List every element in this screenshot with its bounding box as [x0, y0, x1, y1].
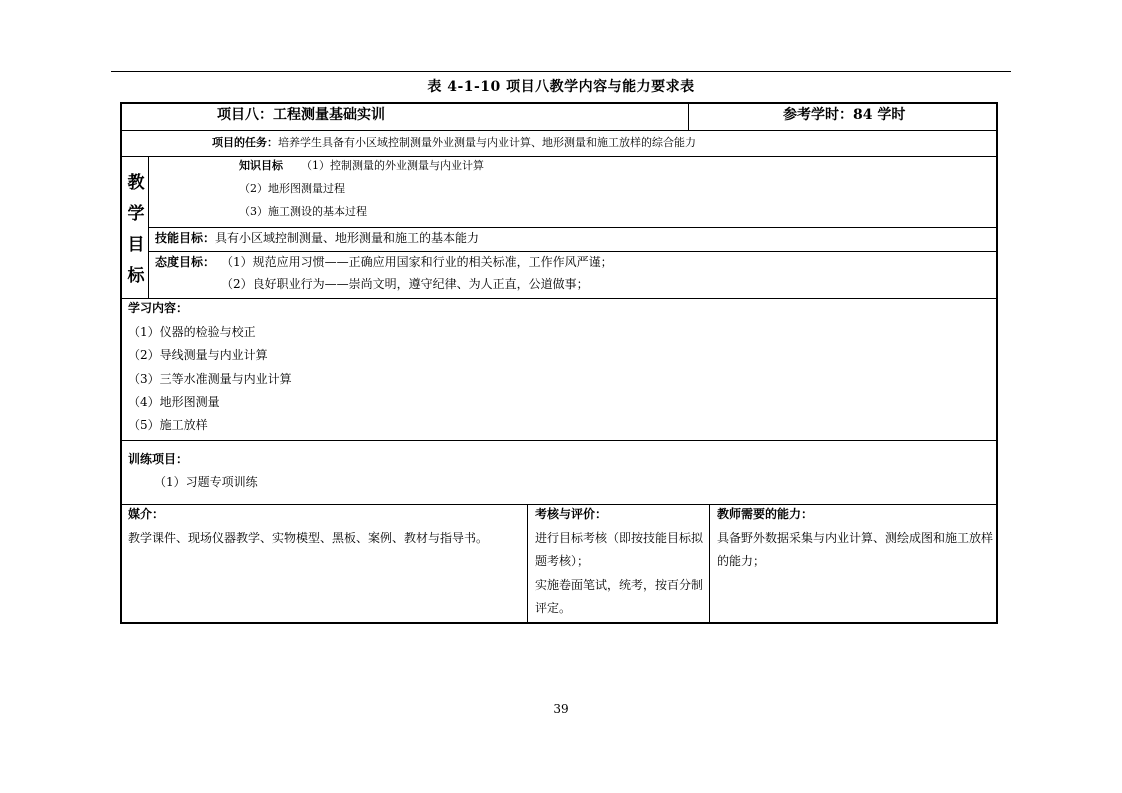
attitude-goal-item: （2）良好职业行为——崇尚文明，遵守纪律、为人正直，公道做事； [221, 277, 589, 291]
column-line [709, 504, 710, 622]
training-label: 训练项目： [128, 452, 189, 466]
assessment-line: 评定。 [535, 601, 572, 615]
attitude-goal-item: （1）规范应用习惯——正确应用国家和行业的相关标准，工作作风严谨； [221, 255, 613, 269]
column-line [527, 504, 528, 622]
row-line [148, 251, 997, 252]
media-label: 媒介： [128, 507, 165, 521]
learning-content-item: （2）导线测量与内业计算 [128, 348, 268, 362]
learning-content-item: （4）地形图测量 [128, 395, 220, 409]
goals-label-char: 教 [127, 173, 145, 193]
learning-content-item: （5）施工放样 [128, 418, 208, 432]
knowledge-goal-item: （1）控制测量的外业测量与内业计算 [301, 159, 484, 172]
knowledge-goal-item: （2）地形图测量过程 [239, 182, 345, 195]
top-rule [111, 71, 1011, 72]
assessment-line: 进行目标考核（即按技能目标拟 [535, 531, 704, 545]
knowledge-goal-item: （3）施工测设的基本过程 [239, 205, 367, 218]
teacher-ability-label: 教师需要的能力： [717, 507, 814, 521]
table-frame [120, 102, 998, 624]
column-line [688, 103, 689, 130]
row-line [148, 227, 997, 228]
goals-label-char: 学 [127, 204, 145, 224]
assessment-label: 考核与评价： [535, 507, 608, 521]
task-label: 项目的任务： [212, 136, 278, 149]
teacher-ability-line: 具备野外数据采集与内业计算、测绘成图和施工放样 [717, 531, 994, 545]
media-text: 教学课件、现场仪器教学、实物模型、黑板、案例、教材与指导书。 [128, 531, 489, 545]
knowledge-goal-label: 知识目标 [239, 159, 283, 172]
assessment-line: 实施卷面笔试，统考，按百分制 [535, 578, 704, 592]
row-line [121, 504, 997, 505]
reference-hours: 参考学时：84 学时 [783, 107, 906, 123]
row-line [121, 156, 997, 157]
goals-label-char: 目 [127, 235, 145, 255]
skill-goal-line [155, 231, 479, 245]
learning-content-item: （1）仪器的检验与校正 [128, 325, 256, 339]
task-line [212, 136, 696, 150]
learning-content-label: 学习内容： [128, 301, 189, 315]
column-line [148, 156, 149, 298]
row-line [121, 440, 997, 441]
assessment-line: 题考核）； [535, 554, 590, 568]
skill-goal-label: 技能目标： [155, 231, 216, 245]
skill-goal-text: 具有小区域控制测量、地形测量和施工的基本能力 [215, 231, 480, 245]
task-text: 培养学生具备有小区域控制测量外业测量与内业计算、地形测量和施工放样的综合能力 [278, 136, 696, 149]
row-line [121, 130, 997, 131]
row-line [121, 298, 997, 299]
goals-label-char: 标 [127, 266, 145, 286]
page-number: 39 [553, 702, 569, 716]
training-item: （1）习题专项训练 [154, 475, 258, 489]
attitude-goal-label: 态度目标： [155, 255, 216, 269]
project-title: 项目八：工程测量基础实训 [217, 107, 385, 123]
teacher-ability-line: 的能力； [717, 554, 766, 568]
learning-content-item: （3）三等水准测量与内业计算 [128, 372, 292, 386]
table-caption: 表 4-1-10 项目八教学内容与能力要求表 [427, 79, 695, 95]
